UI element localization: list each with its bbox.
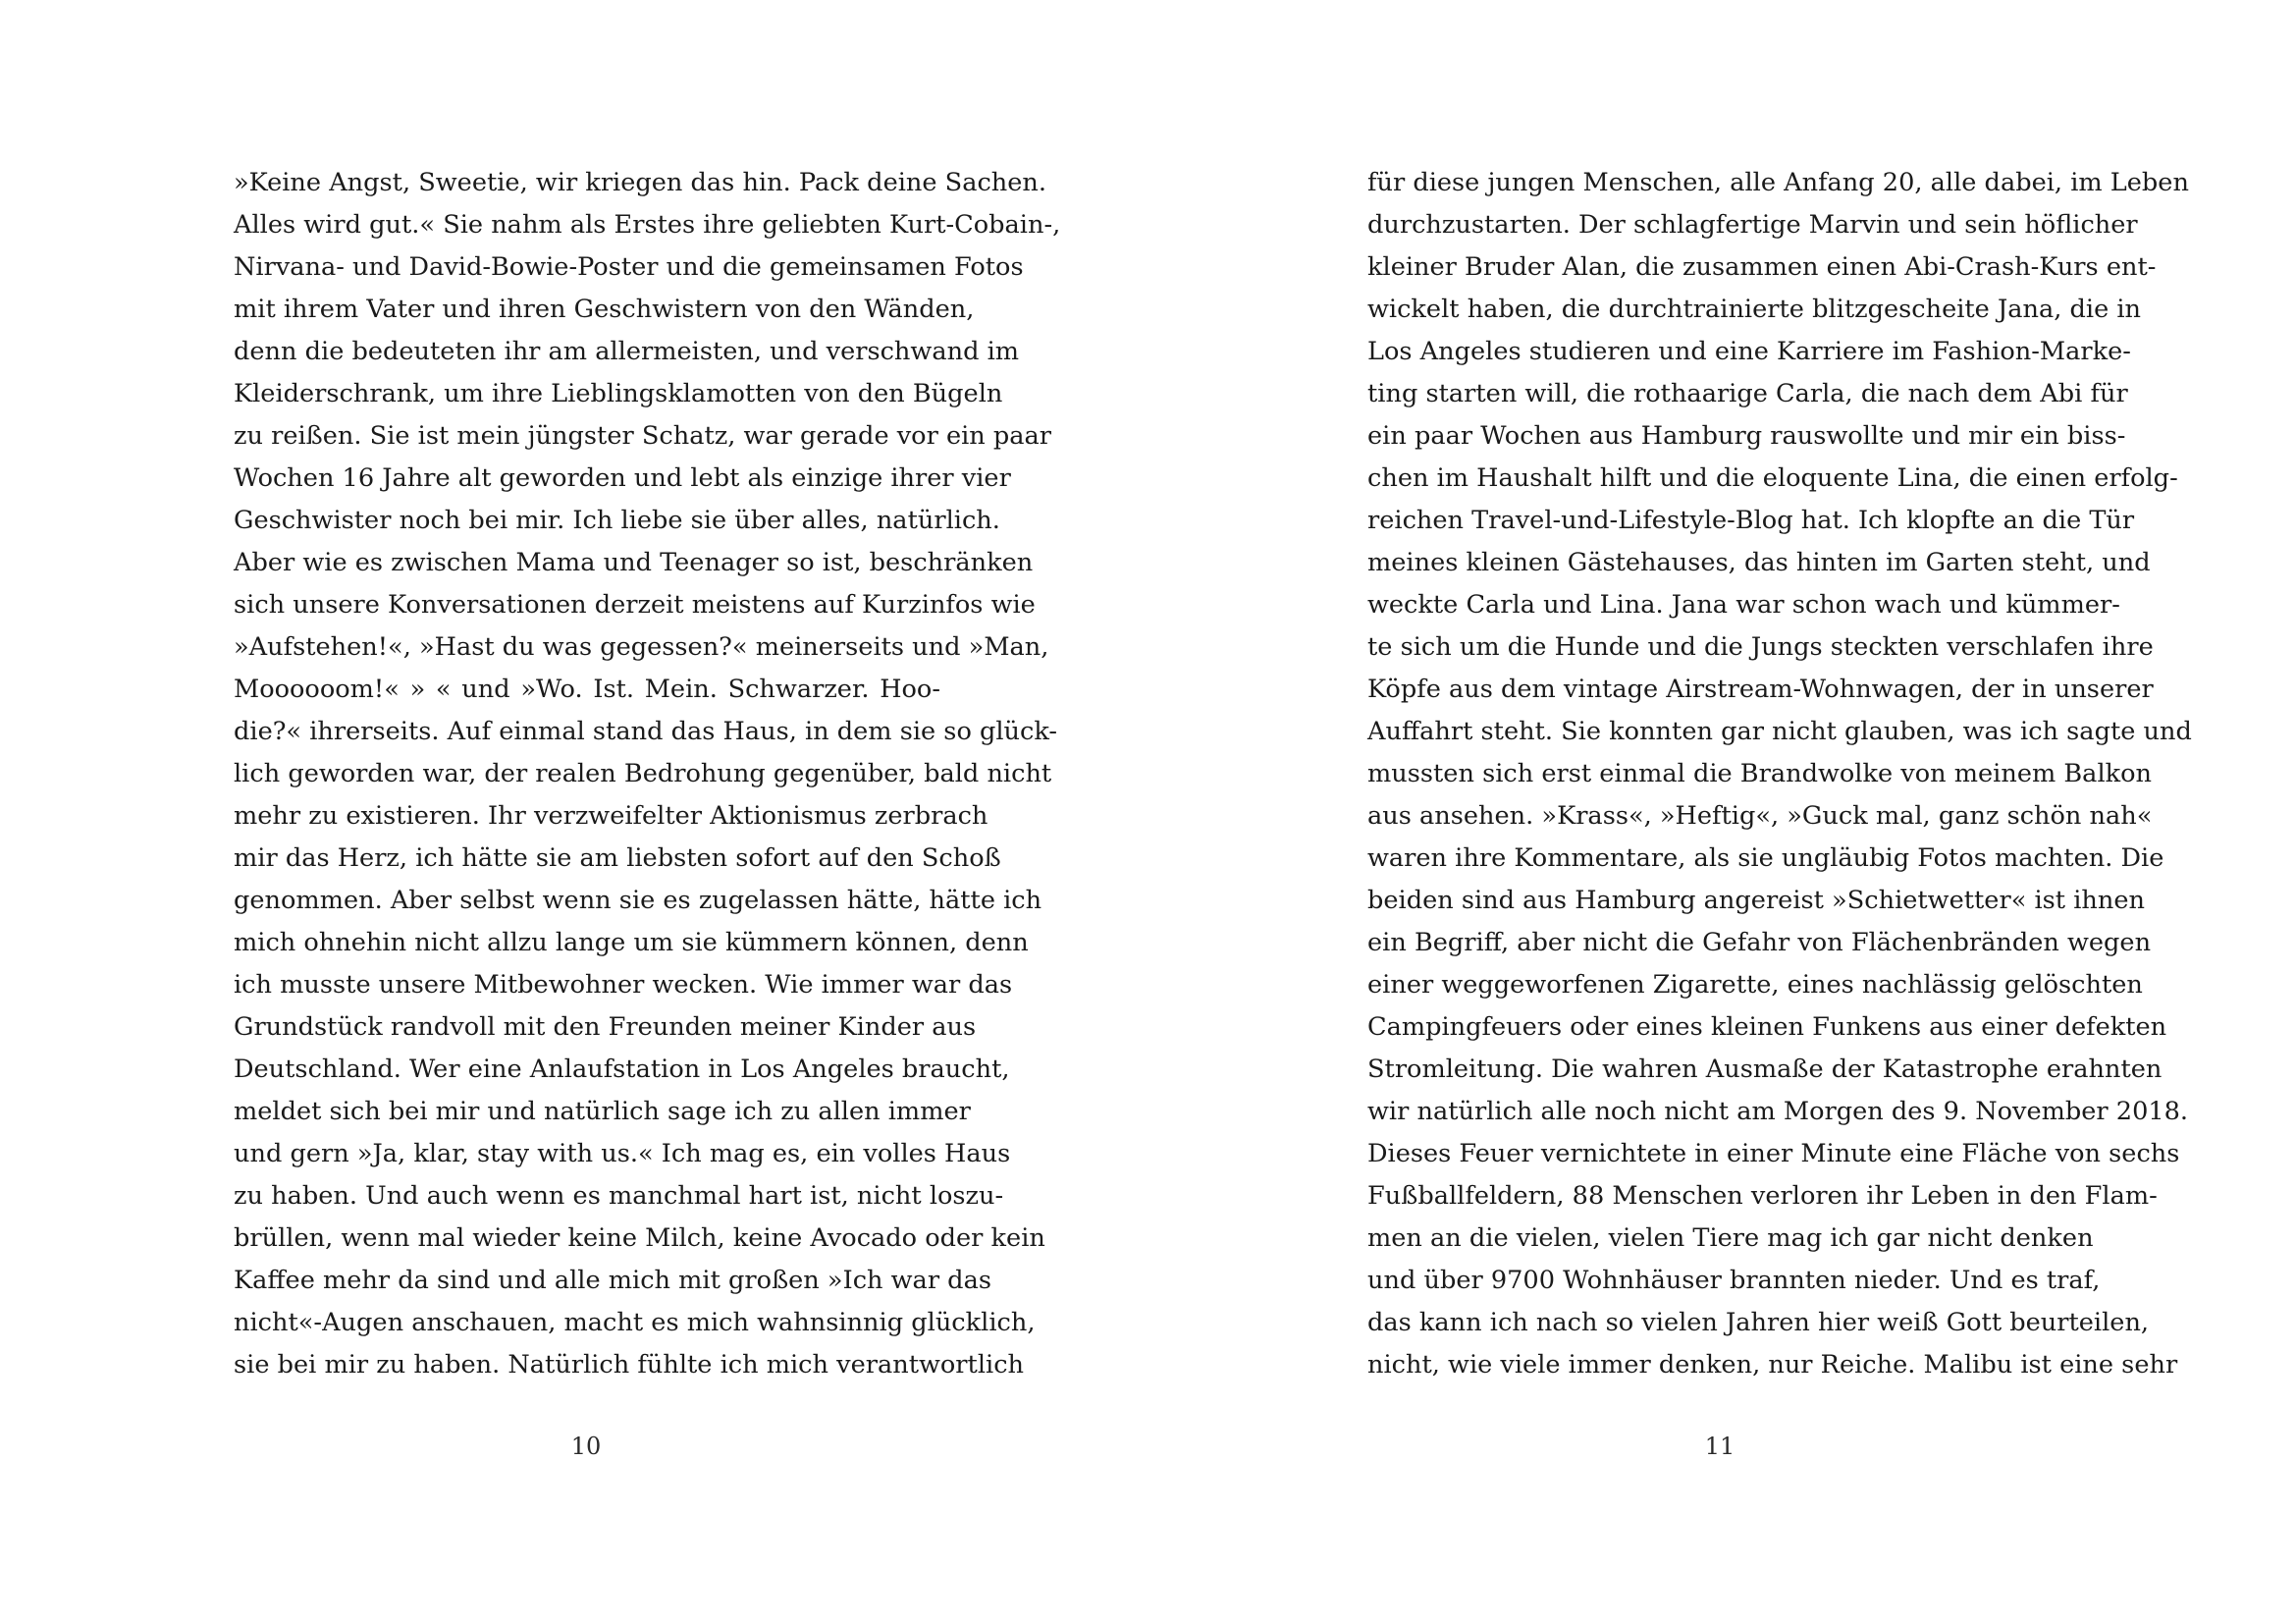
left-page-line: mir das Herz, ich hätte sie am liebsten sofort auf den Schoß bbox=[234, 843, 1001, 873]
right-page-line: Dieses Feuer vernichtete in einer Minute eine Fläche von sechs bbox=[1367, 1139, 2180, 1168]
right-page-line: und über 9700 Wohnhäuser brannten nieder. Und es traf, bbox=[1367, 1266, 2101, 1295]
left-page-line: Aber wie es zwischen Mama und Teenager so ist, beschränken bbox=[234, 548, 1034, 577]
right-page-line: für diese jungen Menschen, alle Anfang 20, alle dabei, im Leben bbox=[1367, 168, 2189, 197]
right-page-line: men an die vielen, vielen Tiere mag ich gar nicht denken bbox=[1367, 1223, 2094, 1253]
right-page-line: aus ansehen. »Krass«, »Heftig«, »Guck mal, ganz schön nah« bbox=[1367, 801, 2153, 831]
left-page-line: genommen. Aber selbst wenn sie es zugelassen hätte, hätte ich bbox=[234, 886, 1042, 915]
left-page-line: Wochen 16 Jahre alt geworden und lebt als einzige ihrer vier bbox=[234, 463, 1011, 493]
left-page-line: Deutschland. Wer eine Anlaufstation in Los Angeles braucht, bbox=[234, 1055, 1010, 1084]
left-page-line: meldet sich bei mir und natürlich sage ich zu allen immer bbox=[234, 1097, 971, 1126]
right-page-line: wir natürlich alle noch nicht am Morgen des 9. November 2018. bbox=[1367, 1097, 2189, 1126]
left-page-line: Alles wird gut.« Sie nahm als Erstes ihre geliebten Kurt-Cobain-, bbox=[234, 210, 1061, 240]
left-page-line: sie bei mir zu haben. Natürlich fühlte ich mich verantwortlich bbox=[234, 1350, 1025, 1380]
left-page-line: mehr zu existieren. Ihr verzweifelter Aktionismus zerbrach bbox=[234, 801, 988, 831]
right-page-number: 11 bbox=[1704, 1433, 1735, 1460]
left-page-line: nicht«-Augen anschauen, macht es mich wahnsinnig glücklich, bbox=[234, 1308, 1036, 1337]
right-page-line: Los Angeles studieren und eine Karriere im Fashion-Marke- bbox=[1367, 337, 2131, 366]
right-page-line: te sich um die Hunde und die Jungs steckten verschlafen ihre bbox=[1367, 632, 2154, 662]
left-page-line: Moooooom!« » « und »Wo. Ist. Mein. Schwarzer. Hoo- bbox=[234, 675, 940, 704]
right-page-line: einer weggeworfenen Zigarette, eines nachlässig gelöschten bbox=[1367, 970, 2143, 1000]
right-page-line: Fußballfeldern, 88 Menschen verloren ihr Leben in den Flam- bbox=[1367, 1181, 2158, 1211]
left-page-line: »Aufstehen!«, »Hast du was gegessen?« meinerseits und »Man, bbox=[234, 632, 1049, 662]
left-page-number: 10 bbox=[570, 1433, 602, 1460]
left-page-line: Kleiderschrank, um ihre Lieblingsklamotten von den Bügeln bbox=[234, 379, 1003, 408]
right-page-line: kleiner Bruder Alan, die zusammen einen Abi-Crash-Kurs ent- bbox=[1367, 252, 2157, 282]
right-page-line: Stromleitung. Die wahren Ausmaße der Katastrophe erahnten bbox=[1367, 1055, 2163, 1084]
left-page-line: ich musste unsere Mitbewohner wecken. Wie immer war das bbox=[234, 970, 1013, 1000]
right-page-line: beiden sind aus Hamburg angereist »Schietwetter« ist ihnen bbox=[1367, 886, 2146, 915]
right-page-line: ein paar Wochen aus Hamburg rauswollte und mir ein biss- bbox=[1367, 421, 2126, 451]
left-page-line: lich geworden war, der realen Bedrohung gegenüber, bald nicht bbox=[234, 759, 1052, 788]
right-page-line: Auffahrt steht. Sie konnten gar nicht glauben, was ich sagte und bbox=[1367, 717, 2192, 746]
right-page-line: ting starten will, die rothaarige Carla, die nach dem Abi für bbox=[1367, 379, 2128, 408]
left-page-line: denn die bedeuteten ihr am allermeisten, und verschwand im bbox=[234, 337, 1020, 366]
right-page-text bbox=[1367, 162, 2192, 1386]
left-page-line: brüllen, wenn mal wieder keine Milch, keine Avocado oder kein bbox=[234, 1223, 1045, 1253]
left-page-line: Geschwister noch bei mir. Ich liebe sie über alles, natürlich. bbox=[234, 506, 1000, 535]
right-page-line: nicht, wie viele immer denken, nur Reiche. Malibu ist eine sehr bbox=[1367, 1350, 2178, 1380]
right-page-line: waren ihre Kommentare, als sie ungläubig Fotos machten. Die bbox=[1367, 843, 2164, 873]
right-page-line: chen im Haushalt hilft und die eloquente Lina, die einen erfolg- bbox=[1367, 463, 2178, 493]
right-page-line: das kann ich nach so vielen Jahren hier weiß Gott beurteilen, bbox=[1367, 1308, 2150, 1337]
left-page-line: mit ihrem Vater und ihren Geschwistern von den Wänden, bbox=[234, 295, 975, 324]
left-page-line: zu reißen. Sie ist mein jüngster Schatz, war gerade vor ein paar bbox=[234, 421, 1052, 451]
left-page-line: zu haben. Und auch wenn es manchmal hart ist, nicht loszu- bbox=[234, 1181, 1004, 1211]
left-page-line: sich unsere Konversationen derzeit meistens auf Kurzinfos wie bbox=[234, 590, 1036, 620]
left-page-line: Grundstück randvoll mit den Freunden meiner Kinder aus bbox=[234, 1012, 977, 1042]
left-page-line: Nirvana- und David-Bowie-Poster und die gemeinsamen Fotos bbox=[234, 252, 1024, 282]
right-page-line: Köpfe aus dem vintage Airstream-Wohnwagen, der in unserer bbox=[1367, 675, 2154, 704]
left-page-line: und gern »Ja, klar, stay with us.« Ich mag es, ein volles Haus bbox=[234, 1139, 1011, 1168]
right-page-line: reichen Travel-und-Lifestyle-Blog hat. Ich klopfte an die Tür bbox=[1367, 506, 2135, 535]
left-page-line: Kaffee mehr da sind und alle mich mit großen »Ich war das bbox=[234, 1266, 991, 1295]
left-page-line: die?« ihrerseits. Auf einmal stand das Haus, in dem sie so glück- bbox=[234, 717, 1058, 746]
right-page-line: Campingfeuers oder eines kleinen Funkens aus einer defekten bbox=[1367, 1012, 2167, 1042]
right-page-line: meines kleinen Gästehauses, das hinten im Garten steht, und bbox=[1367, 548, 2151, 577]
right-page-line: ein Begriff, aber nicht die Gefahr von Flächenbränden wegen bbox=[1367, 928, 2152, 957]
right-page-line: weckte Carla und Lina. Jana war schon wach und kümmer- bbox=[1367, 590, 2120, 620]
left-page-text bbox=[234, 162, 1061, 1386]
left-page-line: mich ohnehin nicht allzu lange um sie kümmern können, denn bbox=[234, 928, 1029, 957]
right-page-line: durchzustarten. Der schlagfertige Marvin und sein höflicher bbox=[1367, 210, 2138, 240]
right-page-line: mussten sich erst einmal die Brandwolke von meinem Balkon bbox=[1367, 759, 2153, 788]
left-page-line: »Keine Angst, Sweetie, wir kriegen das hin. Pack deine Sachen. bbox=[234, 168, 1047, 197]
right-page-line: wickelt haben, die durchtrainierte blitzgescheite Jana, die in bbox=[1367, 295, 2142, 324]
